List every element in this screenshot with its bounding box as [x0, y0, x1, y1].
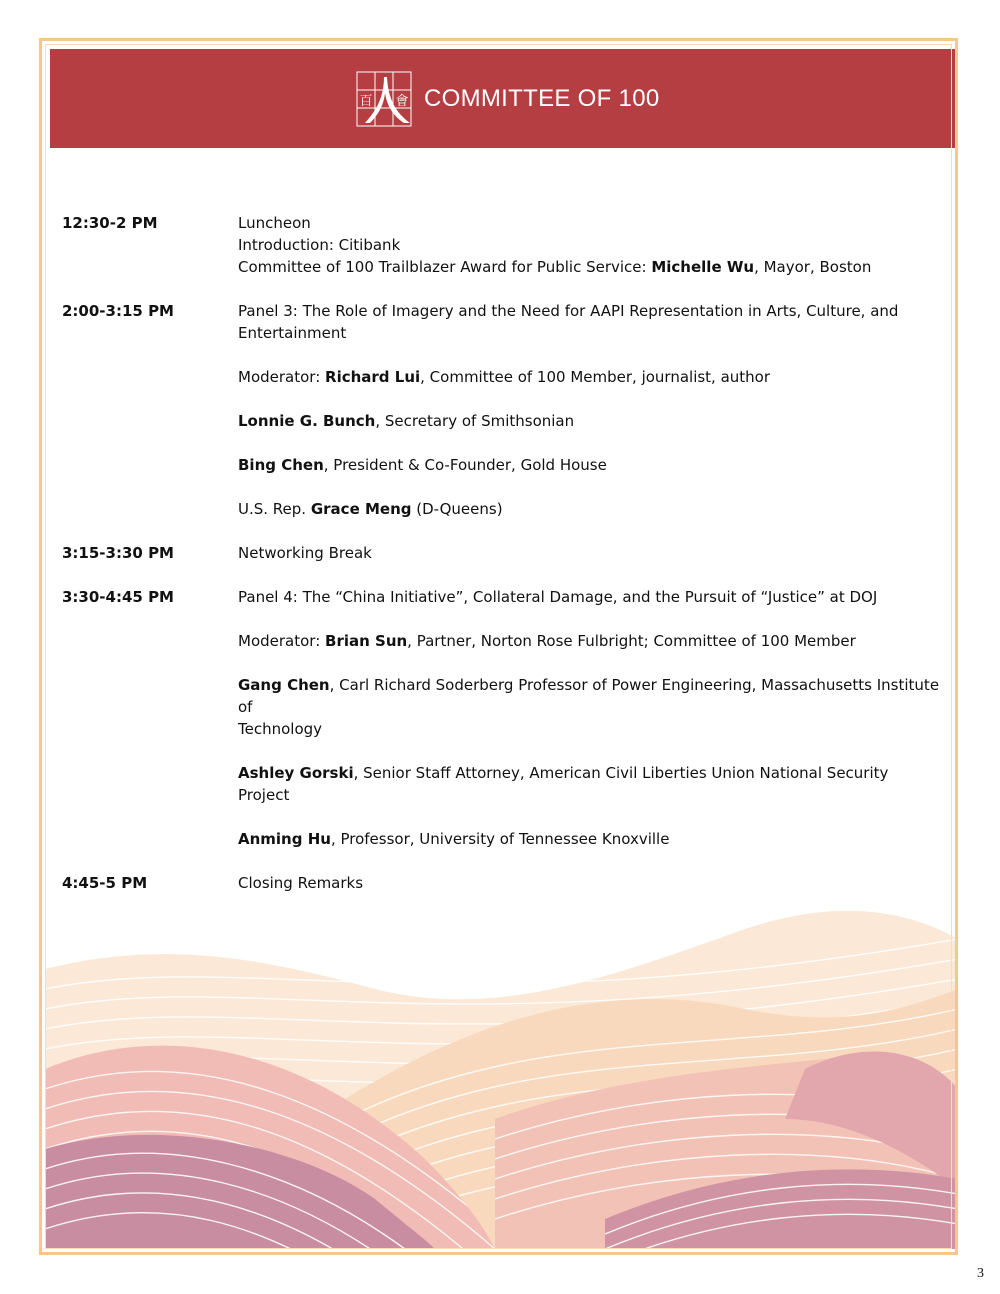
speaker-name: Ashley Gorski [238, 764, 354, 782]
text-segment: Panel 3: The Role of Imagery and the Need for AAPI Representation in Arts, Culture, and [238, 302, 899, 320]
logo [356, 69, 660, 129]
decorative-hills-illustration [45, 899, 958, 1249]
agenda-row [62, 586, 942, 850]
agenda-line [238, 586, 942, 608]
agenda-row [62, 872, 942, 894]
text-segment: Moderator: [238, 368, 326, 386]
speaker-name: Michelle Wu [651, 258, 755, 276]
text-segment: Committee of 100 Trailblazer Award for Public Service: [238, 258, 652, 276]
agenda-time: 3:30-4:45 PM [62, 588, 174, 606]
agenda-time: 3:15-3:30 PM [62, 544, 174, 562]
spacer [238, 476, 942, 498]
speaker-name: Lonnie G. Bunch [238, 412, 376, 430]
text-segment: Networking Break [238, 544, 372, 562]
agenda-items [238, 586, 942, 850]
speaker-name: Richard Lui [325, 368, 421, 386]
text-segment: (D-Queens) [411, 500, 503, 518]
agenda-items [238, 212, 942, 278]
text-segment: U.S. Rep. [238, 500, 311, 518]
agenda-time: 2:00-3:15 PM [62, 302, 174, 320]
agenda-items [238, 542, 942, 564]
text-segment: Moderator: [238, 632, 326, 650]
agenda-line [238, 674, 942, 718]
agenda-time: 4:45-5 PM [62, 874, 148, 892]
text-segment: , Secretary of Smithsonian [375, 412, 575, 430]
agenda-line [238, 630, 942, 652]
text-segment: Closing Remarks [238, 874, 364, 892]
agenda [62, 212, 942, 894]
spacer [238, 432, 942, 454]
text-segment: Technology [238, 720, 323, 738]
agenda-line [238, 454, 942, 476]
agenda-line [238, 872, 942, 894]
agenda-line [238, 828, 942, 850]
committee-logo-icon [356, 71, 412, 127]
agenda-line [238, 410, 942, 432]
agenda-line [238, 498, 942, 520]
agenda-row [62, 212, 942, 278]
agenda-line [238, 542, 942, 564]
agenda-row [62, 542, 942, 564]
agenda-items [238, 300, 942, 520]
org-name: COMMITTEE OF 100 [424, 85, 660, 112]
text-segment: , Mayor, Boston [754, 258, 872, 276]
spacer [238, 740, 942, 762]
agenda-line [238, 718, 942, 740]
spacer [238, 388, 942, 410]
agenda-line [238, 300, 942, 322]
spacer [62, 850, 942, 872]
spacer [238, 344, 942, 366]
speaker-name: Grace Meng [310, 500, 412, 518]
page-frame [39, 38, 958, 1255]
spacer [238, 608, 942, 630]
speaker-name: Gang Chen [238, 676, 330, 694]
text-segment: Entertainment [238, 324, 347, 342]
page-number: 3 [977, 1266, 984, 1281]
text-segment: Luncheon [238, 214, 311, 232]
agenda-line [238, 366, 942, 388]
text-segment: Panel 4: The “China Initiative”, Collateral Damage, and the Pursuit of “Justice” at DOJ [238, 588, 878, 606]
spacer [238, 806, 942, 828]
agenda-time: 12:30-2 PM [62, 214, 158, 232]
agenda-line [238, 234, 942, 256]
agenda-row [62, 300, 942, 520]
spacer [238, 652, 942, 674]
text-segment: , Senior Staff Attorney, American Civil Liberties Union National Security Project [238, 764, 889, 804]
text-segment: , Professor, University of Tennessee Knoxville [330, 830, 670, 848]
speaker-name: Brian Sun [325, 632, 408, 650]
speaker-name: Bing Chen [238, 456, 324, 474]
text-segment: , President & Co-Founder, Gold House [323, 456, 607, 474]
logo-glyph-left: 百 [359, 94, 373, 109]
spacer [62, 278, 942, 300]
header-banner [50, 49, 955, 148]
agenda-line [238, 762, 942, 806]
agenda-items [238, 872, 942, 894]
agenda-line [238, 256, 942, 278]
text-segment: , Carl Richard Soderberg Professor of Power Engineering, Massachusetts Institute of [238, 676, 940, 716]
agenda-line [238, 212, 942, 234]
logo-glyph-right: 會 [395, 94, 409, 109]
spacer [62, 564, 942, 586]
spacer [62, 520, 942, 542]
text-segment: , Committee of 100 Member, journalist, author [420, 368, 771, 386]
text-segment: , Partner, Norton Rose Fulbright; Committee of 100 Member [407, 632, 856, 650]
agenda-line [238, 322, 942, 344]
text-segment: Introduction: Citibank [238, 236, 401, 254]
speaker-name: Anming Hu [238, 830, 331, 848]
